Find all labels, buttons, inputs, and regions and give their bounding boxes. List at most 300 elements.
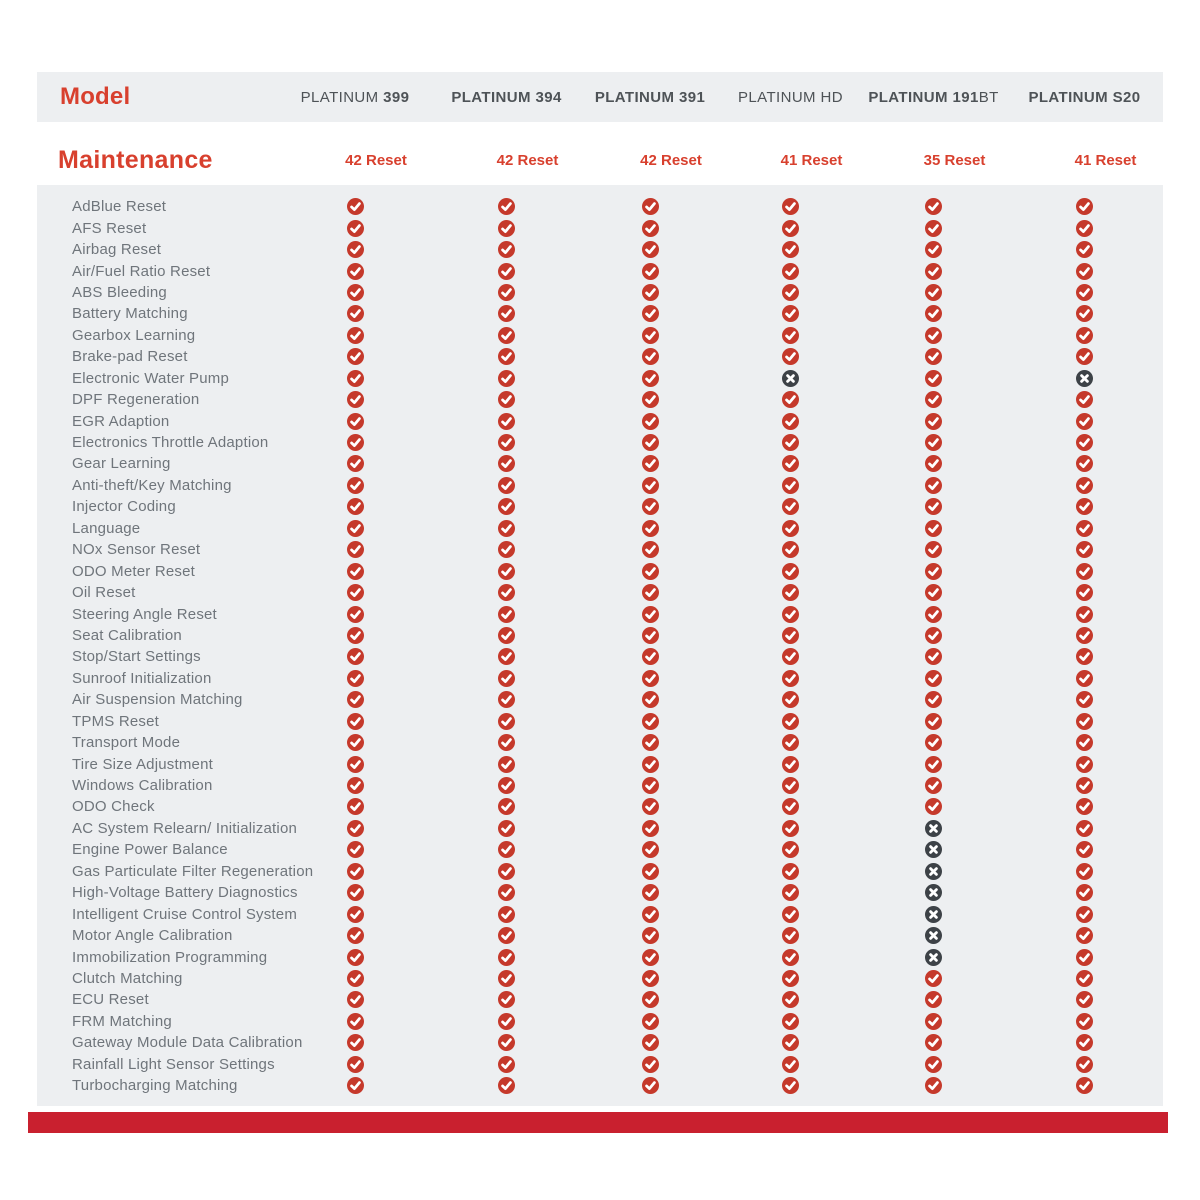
support-cell [861, 991, 1006, 1008]
support-cell [1006, 991, 1163, 1008]
support-cell [580, 541, 720, 558]
support-cell [861, 1013, 1006, 1030]
table-row [37, 496, 1163, 517]
model-name [580, 89, 720, 106]
support-cell [720, 949, 861, 966]
feature-label: Air Suspension Matching [72, 691, 243, 709]
table-row [37, 646, 1163, 667]
maintenance-section-title: Maintenance [58, 145, 213, 174]
feature-label: Language [72, 519, 141, 537]
check-circle-icon [642, 370, 659, 387]
support-cell [1006, 863, 1163, 880]
cross-circle-icon [925, 949, 942, 966]
check-circle-icon [347, 627, 364, 644]
support-cell [1006, 220, 1163, 237]
support-cell [1006, 627, 1163, 644]
check-circle-icon [782, 498, 799, 515]
support-cell [433, 927, 580, 944]
support-cell [720, 477, 861, 494]
table-row [37, 946, 1163, 967]
table-row [37, 410, 1163, 431]
feature-label: Immobilization Programming [72, 948, 268, 966]
feature-label: Airbag Reset [72, 241, 162, 259]
support-cell [720, 970, 861, 987]
check-circle-icon [498, 1034, 515, 1051]
support-cell [580, 713, 720, 730]
check-circle-icon [925, 648, 942, 665]
table-row [37, 1011, 1163, 1032]
support-cell [277, 434, 433, 451]
feature-label: Gas Particulate Filter Regeneration [72, 862, 314, 880]
support-cell [277, 1013, 433, 1030]
check-circle-icon [1076, 734, 1093, 751]
support-cell [580, 756, 720, 773]
support-cell [861, 198, 1006, 215]
reset-count: 35 Reset [923, 151, 986, 169]
check-circle-icon [498, 413, 515, 430]
check-circle-icon [498, 927, 515, 944]
check-circle-icon [498, 241, 515, 258]
support-cell [720, 1034, 861, 1051]
support-cell [580, 348, 720, 365]
feature-label: Rainfall Light Sensor Settings [72, 1055, 275, 1073]
check-circle-icon [642, 455, 659, 472]
check-circle-icon [347, 263, 364, 280]
check-circle-icon [347, 284, 364, 301]
check-circle-icon [498, 584, 515, 601]
model-name-segment: PLATINUM S20 [1028, 88, 1141, 106]
support-cell [277, 648, 433, 665]
support-cell [277, 584, 433, 601]
check-circle-icon [642, 648, 659, 665]
check-circle-icon [642, 520, 659, 537]
support-cell [861, 927, 1006, 944]
table-row [37, 282, 1163, 303]
support-cell [277, 927, 433, 944]
support-cell [580, 1056, 720, 1073]
support-cell [277, 391, 433, 408]
support-cell [1006, 584, 1163, 601]
table-row [37, 196, 1163, 217]
support-cell [580, 584, 720, 601]
support-cell [580, 413, 720, 430]
support-cell [720, 1013, 861, 1030]
check-circle-icon [498, 520, 515, 537]
support-cell [720, 305, 861, 322]
support-cell [277, 563, 433, 580]
check-circle-icon [1076, 820, 1093, 837]
check-circle-icon [347, 434, 364, 451]
check-circle-icon [347, 991, 364, 1008]
check-circle-icon [347, 1056, 364, 1073]
table-row [37, 989, 1163, 1010]
check-circle-icon [642, 777, 659, 794]
support-cell [720, 434, 861, 451]
check-circle-icon [347, 413, 364, 430]
check-circle-icon [1076, 434, 1093, 451]
table-row [37, 818, 1163, 839]
support-cell [861, 1034, 1006, 1051]
check-circle-icon [642, 263, 659, 280]
check-circle-icon [1076, 563, 1093, 580]
check-circle-icon [1076, 691, 1093, 708]
support-cell [861, 906, 1006, 923]
support-cell [277, 906, 433, 923]
check-circle-icon [642, 434, 659, 451]
support-cell [1006, 455, 1163, 472]
check-circle-icon [1076, 1013, 1093, 1030]
support-cell [277, 413, 433, 430]
check-circle-icon [642, 884, 659, 901]
check-circle-icon [1076, 1034, 1093, 1051]
support-cell [580, 563, 720, 580]
check-circle-icon [782, 284, 799, 301]
check-circle-icon [782, 670, 799, 687]
feature-label: AdBlue Reset [72, 198, 167, 216]
cross-circle-icon [925, 906, 942, 923]
support-cell [277, 327, 433, 344]
support-cell [433, 477, 580, 494]
support-cell [433, 584, 580, 601]
check-circle-icon [498, 691, 515, 708]
support-cell [433, 670, 580, 687]
support-cell [580, 691, 720, 708]
support-cell [1006, 884, 1163, 901]
feature-label: FRM Matching [72, 1012, 172, 1030]
support-cell [580, 220, 720, 237]
model-header-title: Model [60, 83, 131, 110]
check-circle-icon [925, 327, 942, 344]
check-circle-icon [925, 563, 942, 580]
check-circle-icon [642, 198, 659, 215]
cross-circle-icon [1076, 370, 1093, 387]
support-cell [433, 541, 580, 558]
cross-circle-icon [925, 863, 942, 880]
model-header-row [37, 72, 1163, 122]
support-cell [1006, 434, 1163, 451]
check-circle-icon [782, 1013, 799, 1030]
check-circle-icon [925, 348, 942, 365]
support-cell [433, 756, 580, 773]
check-circle-icon [782, 220, 799, 237]
check-circle-icon [1076, 970, 1093, 987]
support-cell [433, 348, 580, 365]
support-cell [277, 713, 433, 730]
support-cell [277, 241, 433, 258]
support-cell [720, 455, 861, 472]
support-cell [720, 584, 861, 601]
check-circle-icon [347, 884, 364, 901]
check-circle-icon [925, 370, 942, 387]
table-row [37, 239, 1163, 260]
support-cell [861, 1077, 1006, 1094]
support-cell [861, 284, 1006, 301]
feature-label: NOx Sensor Reset [72, 541, 201, 559]
support-cell [720, 263, 861, 280]
check-circle-icon [925, 798, 942, 815]
check-circle-icon [498, 1077, 515, 1094]
check-circle-icon [347, 455, 364, 472]
check-circle-icon [347, 563, 364, 580]
check-circle-icon [925, 713, 942, 730]
support-cell [720, 413, 861, 430]
support-cell [580, 241, 720, 258]
check-circle-icon [642, 820, 659, 837]
support-cell [580, 455, 720, 472]
table-row [37, 260, 1163, 281]
maintenance-header-row [37, 139, 1163, 181]
model-name-segment: PLATINUM 394 [451, 88, 562, 106]
model-name [1006, 89, 1163, 106]
support-cell [720, 241, 861, 258]
support-cell [720, 648, 861, 665]
check-circle-icon [642, 756, 659, 773]
check-circle-icon [498, 263, 515, 280]
check-circle-icon [347, 520, 364, 537]
support-cell [580, 606, 720, 623]
support-cell [580, 327, 720, 344]
support-cell [861, 541, 1006, 558]
check-circle-icon [498, 563, 515, 580]
check-circle-icon [347, 305, 364, 322]
check-circle-icon [1076, 606, 1093, 623]
check-circle-icon [1076, 756, 1093, 773]
support-cell [433, 798, 580, 815]
check-circle-icon [782, 263, 799, 280]
check-circle-icon [642, 841, 659, 858]
check-circle-icon [347, 648, 364, 665]
check-circle-icon [498, 220, 515, 237]
table-row [37, 389, 1163, 410]
support-cell [1006, 949, 1163, 966]
support-cell [861, 670, 1006, 687]
support-cell [720, 863, 861, 880]
table-row [37, 475, 1163, 496]
check-circle-icon [925, 1056, 942, 1073]
support-cell [580, 970, 720, 987]
feature-label: Electronic Water Pump [72, 369, 230, 387]
support-cell [580, 263, 720, 280]
support-cell [433, 498, 580, 515]
check-circle-icon [642, 1056, 659, 1073]
support-cell [277, 820, 433, 837]
check-circle-icon [1076, 949, 1093, 966]
check-circle-icon [782, 863, 799, 880]
check-circle-icon [1076, 991, 1093, 1008]
support-cell [1006, 327, 1163, 344]
check-circle-icon [925, 606, 942, 623]
check-circle-icon [782, 648, 799, 665]
support-cell [433, 691, 580, 708]
support-cell [1006, 1034, 1163, 1051]
support-cell [861, 370, 1006, 387]
check-circle-icon [498, 1013, 515, 1030]
check-circle-icon [1076, 906, 1093, 923]
support-cell [861, 434, 1006, 451]
check-circle-icon [1076, 713, 1093, 730]
support-cell [433, 263, 580, 280]
check-circle-icon [782, 455, 799, 472]
support-cell [720, 756, 861, 773]
support-cell [277, 263, 433, 280]
check-circle-icon [498, 991, 515, 1008]
feature-label: Oil Reset [72, 584, 136, 602]
support-cell [433, 1013, 580, 1030]
support-cell [580, 884, 720, 901]
check-circle-icon [782, 1034, 799, 1051]
check-circle-icon [1076, 670, 1093, 687]
model-name-segment: 399 [383, 88, 410, 106]
feature-label: Electronics Throttle Adaption [72, 434, 269, 452]
model-name-segment: BT [978, 88, 999, 106]
check-circle-icon [347, 391, 364, 408]
feature-label: AC System Relearn/ Initialization [72, 819, 298, 837]
support-cell [277, 756, 433, 773]
cross-circle-icon [782, 370, 799, 387]
support-cell [433, 906, 580, 923]
check-circle-icon [782, 198, 799, 215]
check-circle-icon [782, 434, 799, 451]
support-cell [861, 563, 1006, 580]
support-cell [580, 927, 720, 944]
support-cell [1006, 841, 1163, 858]
support-cell [433, 327, 580, 344]
support-cell [277, 884, 433, 901]
support-cell [1006, 284, 1163, 301]
feature-label: ECU Reset [72, 991, 149, 1009]
support-cell [1006, 670, 1163, 687]
check-circle-icon [498, 434, 515, 451]
support-cell [277, 841, 433, 858]
support-cell [277, 949, 433, 966]
check-circle-icon [782, 949, 799, 966]
check-circle-icon [925, 1013, 942, 1030]
support-cell [277, 1034, 433, 1051]
table-row [37, 968, 1163, 989]
check-circle-icon [1076, 798, 1093, 815]
support-cell [277, 777, 433, 794]
check-circle-icon [1076, 584, 1093, 601]
support-cell [861, 713, 1006, 730]
check-circle-icon [498, 198, 515, 215]
check-circle-icon [925, 734, 942, 751]
check-circle-icon [498, 970, 515, 987]
table-row [37, 1032, 1163, 1053]
support-cell [580, 627, 720, 644]
check-circle-icon [642, 713, 659, 730]
feature-label: Anti-theft/Key Matching [72, 476, 232, 494]
support-cell [580, 198, 720, 215]
feature-label: Turbocharging Matching [72, 1077, 238, 1095]
support-cell [1006, 305, 1163, 322]
check-circle-icon [1076, 777, 1093, 794]
support-cell [580, 670, 720, 687]
check-circle-icon [498, 884, 515, 901]
support-cell [277, 991, 433, 1008]
feature-label: Brake-pad Reset [72, 348, 188, 366]
table-row [37, 1054, 1163, 1075]
support-cell [861, 477, 1006, 494]
table-row [37, 217, 1163, 238]
check-circle-icon [642, 734, 659, 751]
check-circle-icon [498, 670, 515, 687]
check-circle-icon [782, 691, 799, 708]
support-cell [580, 434, 720, 451]
table-row [37, 603, 1163, 624]
bottom-accent-bar [28, 1112, 1168, 1133]
check-circle-icon [925, 691, 942, 708]
support-cell [861, 220, 1006, 237]
check-circle-icon [498, 841, 515, 858]
support-cell [720, 370, 861, 387]
check-circle-icon [925, 541, 942, 558]
table-row [37, 882, 1163, 903]
reset-count: 41 Reset [780, 151, 843, 169]
support-cell [1006, 348, 1163, 365]
support-cell [720, 391, 861, 408]
check-circle-icon [347, 970, 364, 987]
support-cell [861, 520, 1006, 537]
support-cell [861, 949, 1006, 966]
support-cell [433, 713, 580, 730]
check-circle-icon [925, 434, 942, 451]
support-cell [720, 606, 861, 623]
support-cell [861, 841, 1006, 858]
check-circle-icon [782, 627, 799, 644]
check-circle-icon [642, 991, 659, 1008]
support-cell [433, 863, 580, 880]
check-circle-icon [642, 498, 659, 515]
check-circle-icon [498, 777, 515, 794]
support-cell [1006, 734, 1163, 751]
support-cell [1006, 606, 1163, 623]
support-cell [433, 284, 580, 301]
check-circle-icon [782, 584, 799, 601]
check-circle-icon [782, 713, 799, 730]
support-cell [861, 627, 1006, 644]
check-circle-icon [642, 627, 659, 644]
table-row [37, 325, 1163, 346]
support-cell [277, 1077, 433, 1094]
support-cell [433, 777, 580, 794]
support-cell [433, 820, 580, 837]
model-name [720, 89, 861, 106]
support-cell [277, 305, 433, 322]
check-circle-icon [925, 777, 942, 794]
check-circle-icon [498, 455, 515, 472]
support-cell [1006, 691, 1163, 708]
feature-label: Gearbox Learning [72, 326, 196, 344]
table-row [37, 368, 1163, 389]
feature-label: TPMS Reset [72, 712, 160, 730]
check-circle-icon [925, 413, 942, 430]
check-circle-icon [347, 584, 364, 601]
support-cell [720, 220, 861, 237]
support-cell [580, 498, 720, 515]
check-circle-icon [782, 241, 799, 258]
check-circle-icon [782, 348, 799, 365]
check-circle-icon [347, 606, 364, 623]
check-circle-icon [642, 327, 659, 344]
support-cell [580, 648, 720, 665]
support-cell [861, 970, 1006, 987]
support-cell [861, 455, 1006, 472]
check-circle-icon [1076, 841, 1093, 858]
support-cell [580, 949, 720, 966]
support-cell [433, 841, 580, 858]
support-cell [580, 863, 720, 880]
check-circle-icon [347, 841, 364, 858]
